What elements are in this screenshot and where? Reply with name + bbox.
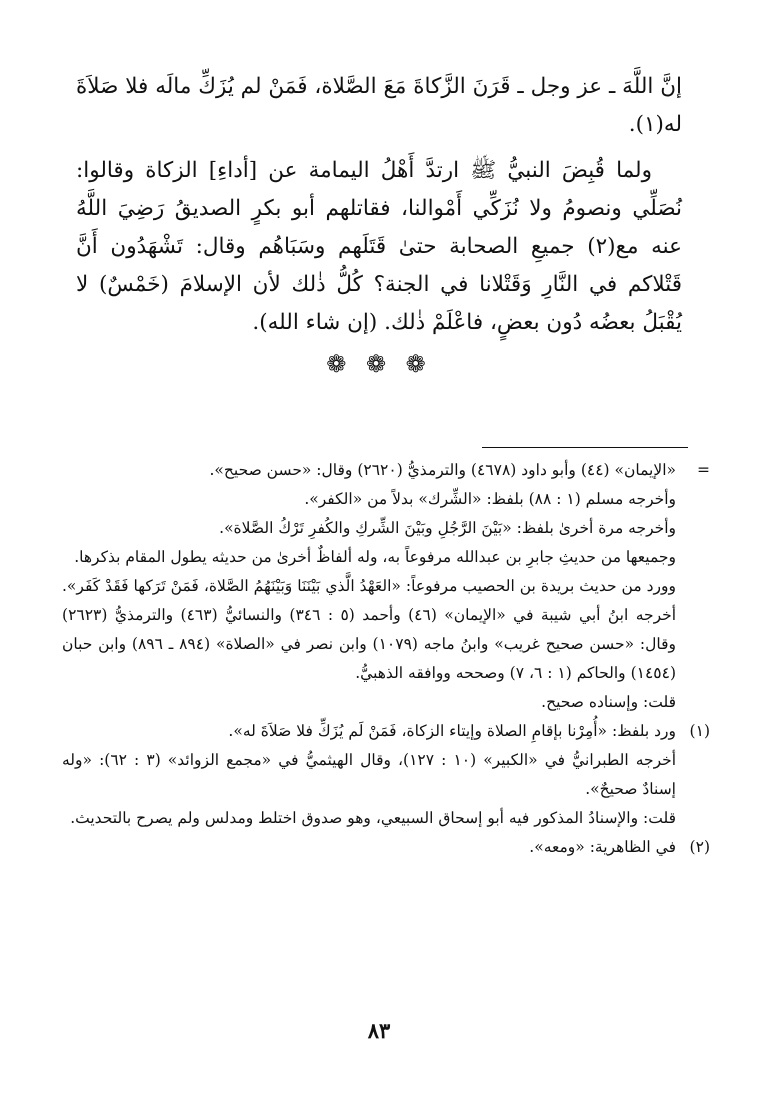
main-paragraph-2: ولما قُبِضَ النبيُّ ﷺ ارتدَّ أَهْلُ اليمامة عن [أداءِ] الزكاة وقالوا: نُصَلِّي ونصومُ ولا نُزَكِّي أَمْوالنا، فقاتلهم أبو بكرٍ الصديقُ رَضِيَ اللَّهُ عنه مع(٢) جميعِ الصحابة حتىٰ قَتَلَهم وسَبَاهُم وقال: تَشْهَدُون أَنَّ قَتْلاكم في النَّارِ وَقَتْلانا في الجنة؟ كُلُّ ذٰلك لأن الإسلامَ (خَمْسٌ) لا يُقْبَلُ بعضُه دُون بعضٍ، فاعْلَمْ ذٰلك. (إن شاء الله). (76, 158, 682, 335)
footnotes (62, 456, 710, 862)
footnote-1 (62, 717, 710, 833)
footnote-line: وورد من حديث بريدة بن الحصيب مرفوعاً: «العَهْدُ الَّذي بَيْنَنَا وَبَيْنَهُمُ الصَّلاة، فَمَنْ تَرَكها فَقَدْ كَفَر». أخرجه ابنُ أبي شيبة في «الإيمان» (٤٦) وأحمد (٥ : ٣٤٦) والنسائيُّ (٤٦٣) والترمذيُّ (٢٦٢٣) وقال: «حسن صحيح غريب» وابنُ ماجه (١٠٧٩) وابن نصر في «الصلاة» (٨٩٤ ـ ٨٩٦) وابن حبان (١٤٥٤) والحاكم (١ : ٦، ٧) وصححه ووافقه الذهبيُّ. (62, 577, 677, 682)
footnote-line: في الظاهرية: «ومعه». (529, 838, 676, 856)
footnote-mark: = (697, 461, 710, 479)
footnote-line: قلت: وإسناده صحيح. (541, 693, 676, 711)
footnote-mark: (٢) (689, 838, 710, 856)
footnote-line: وأخرجه مسلم (١ : ٨٨) بلفظ: «الشِّرك» بدلاً من «الكفر». (304, 490, 676, 508)
main-paragraph-1: إنَّ اللَّهَ ـ عز وجل ـ قَرَنَ الزَّكاةَ مَعَ الصَّلاة، فَمَنْ لم يُزَكِّ مالَه فلا صَلاَةَ له(١). (76, 74, 682, 137)
main-text (76, 68, 682, 350)
footnote-line: أخرجه الطبرانيُّ في «الكبير» (١٠ : ١٢٧)، وقال الهيثميُّ في «مجمع الزوائد» (٣ : ٦٢): «وله إسنادٌ صحيحٌ». (62, 751, 677, 798)
footnote-line: ورد بلفظ: «أُمِرْنا بإقامِ الصلاة وإيتاء الزكاة، فَمَنْ لَم يُزَكِّ فلا صَلاَةَ له». (228, 722, 676, 740)
footnote-separator (482, 447, 688, 448)
section-ornament: ❁ ❁ ❁ (326, 350, 432, 378)
footnote-continued (62, 456, 710, 717)
footnote-2 (62, 833, 710, 862)
page-number: ٨٣ (367, 1018, 391, 1043)
footnote-mark: (١) (689, 722, 710, 740)
footnote-line: وأخرجه مرة أخرىٰ بلفظ: «بَيْنَ الرَّجُلِ وبَيْنَ الشِّركِ والكُفرِ تَرْكُ الصَّلاة». (219, 519, 676, 537)
footnote-line: «الإيمان» (٤٤) وأبو داود (٤٦٧٨) والترمذيُّ (٢٦٢٠) وقال: «حسن صحيح». (209, 461, 676, 479)
footnote-line: وجميعها من حديثِ جابرِ بن عبدالله مرفوعاً به، وله ألفاظٌ أخرىٰ من حديثه يطول المقام بذكرها. (74, 548, 676, 566)
footnote-line: قلت: والإسنادُ المذكور فيه أبو إسحاق السبيعي، وهو صدوق اختلط ومدلس ولم يصرح بالتحديث. (70, 809, 676, 827)
